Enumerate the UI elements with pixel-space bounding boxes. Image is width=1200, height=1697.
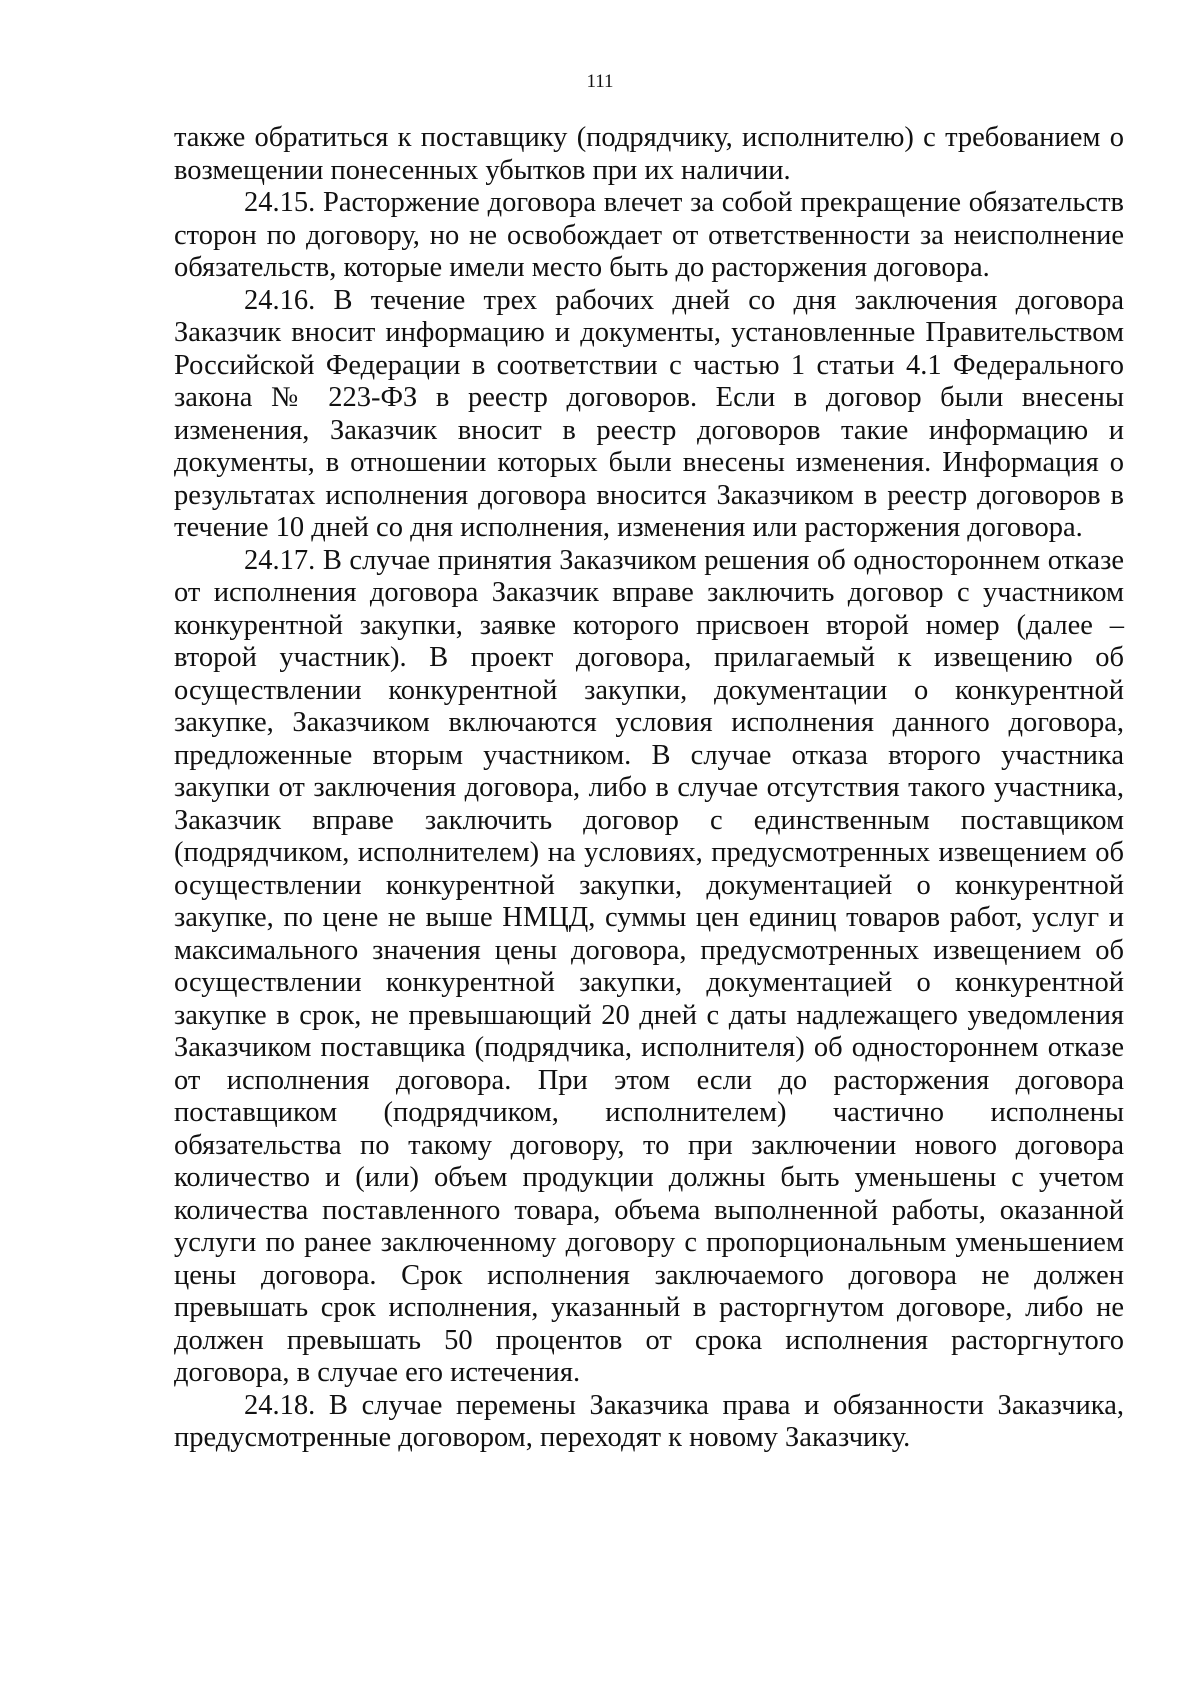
paragraph-24-15: 24.15. Расторжение договора влечет за собой прекращение обязательств сторон по договору, но не освобождает от ответственности за неисполнение обязательств, которые имели место быть до расторжения договора.	[174, 187, 1124, 283]
paragraph-24-16: 24.16. В течение трех рабочих дней со дня заключения договора Заказчик вносит информацию и документы, установленные Правительством Российской Федерации в соответствии с частью 1 статьи 4.1 Федерального закона № 223-ФЗ в реестр договоров. Если в договор были внесены изменения, Заказчик вносит в реестр договоров такие информацию и документы, в отношении которых были внесены изменения. Информация о результатах исполнения договора вносится Заказчиком в реестр договоров в течение 10 дней со дня исполнения, изменения или расторжения договора.	[174, 284, 1124, 543]
page-number: 111	[586, 71, 614, 92]
paragraph-24-17: 24.17. В случае принятия Заказчиком решения об одностороннем отказе от исполнения договора Заказчик вправе заключить договор с участником конкурентной закупки, заявке которого присвоен второй номер (далее – второй участник). В проект договора, прилагаемый к извещению об осуществлении конкурентной закупки, документации о конкурентной закупке, Заказчиком включаются условия исполнения данного договора, предложенные вторым участником. В случае отказа второго участника закупки от заключения договора, либо в случае отсутствия такого участника, Заказчик вправе заключить договор с единственным поставщиком (подрядчиком, исполнителем) на условиях, предусмотренных извещением об осуществлении конкурентной закупки, документацией о конкурентной закупке, по цене не выше НМЦД, суммы цен единиц товаров работ, услуг и максимального значения цены договора, предусмотренных извещением об осуществлении конкурентной закупки, документацией о конкурентной закупке в срок, не превышающий 20 дней с даты надлежащего уведомления Заказчиком поставщика (подрядчика, исполнителя) об одностороннем отказе от исполнения договора. При этом если до расторжения договора поставщиком (подрядчиком, исполнителем) частично исполнены обязательства по такому договору, то при заключении нового договора количество и (или) объем продукции должны быть уменьшены с учетом количества поставленного товара, объема выполненной работы, оказанной услуги по ранее заключенному договору с пропорциональным уменьшением цены договора. Срок исполнения заключаемого договора не должен превышать срок исполнения, указанный в расторгнутом договоре, либо не должен превышать 50 процентов от срока исполнения расторгнутого договора, в случае его истечения.	[174, 544, 1124, 1388]
paragraph-continuation: также обратиться к поставщику (подрядчику, исполнителю) с требованием о возмещении понесенных убытков при их наличии.	[174, 122, 1124, 186]
paragraph-24-18: 24.18. В случае перемены Заказчика права и обязанности Заказчика, предусмотренные договором, переходят к новому Заказчику.	[174, 1389, 1124, 1453]
document-body	[174, 122, 1124, 1455]
